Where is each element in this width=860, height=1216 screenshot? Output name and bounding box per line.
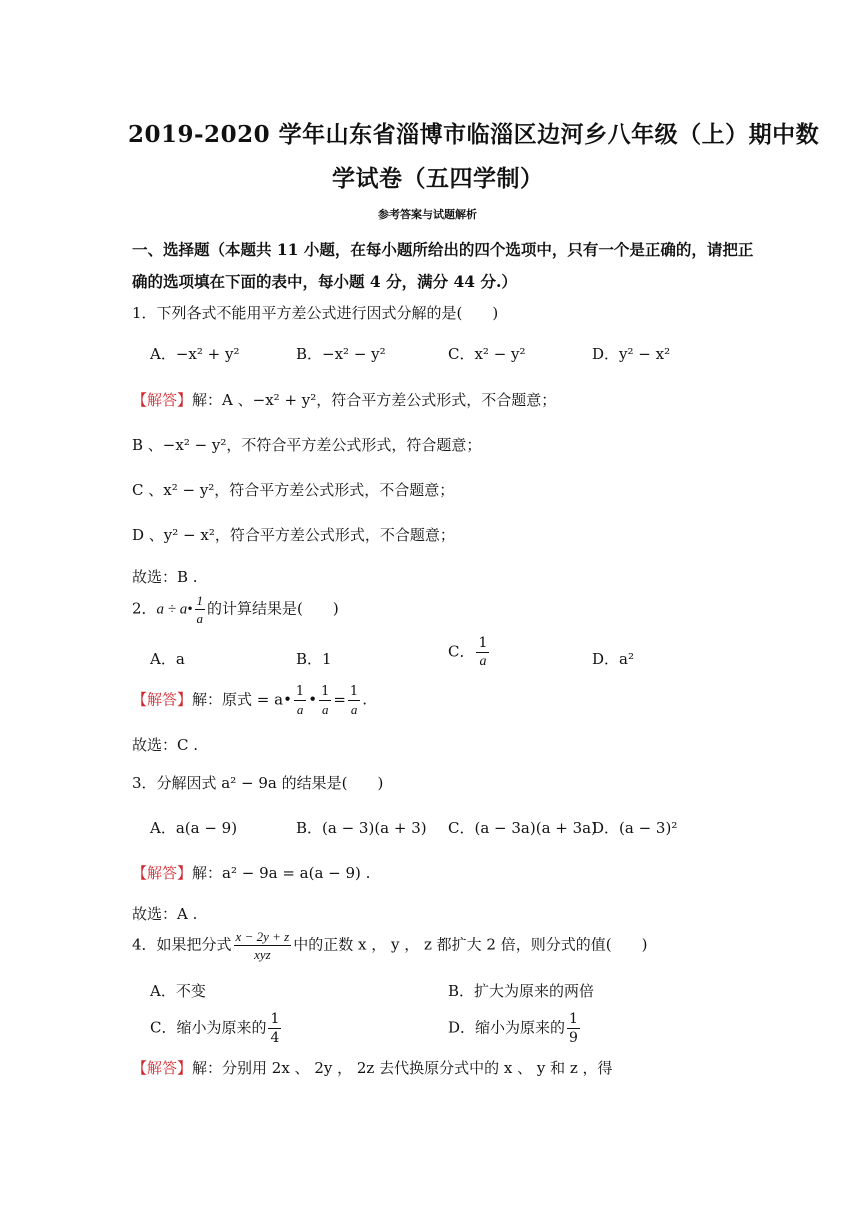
q4-frac-denominator: xyz [254, 947, 271, 962]
answer-tag: 【解答】 [132, 391, 193, 409]
q4-option-d-numerator: 1 [569, 1011, 578, 1027]
q2-sol-frac3-n: 1 [349, 684, 359, 699]
q3-option-a: A．a(a − 9) [150, 819, 238, 837]
q4-solution [132, 1057, 613, 1078]
q2-num: 2． [132, 599, 157, 618]
q1-solution-head [132, 389, 556, 410]
section-heading-line2: 确的选项填在下面的表中，每小题 4 分，满分 44 分.） [132, 272, 517, 291]
q2-solution [132, 685, 367, 716]
q4-solution-text: 解：分别用 2x 、 2y ， 2z 去代换原分式中的 x 、 y 和 z ，得 [192, 1059, 613, 1077]
q4-option-c-fraction [268, 1012, 281, 1045]
q1-line-c: C 、x² − y²，符合平方差公式形式，不合题意； [132, 481, 455, 499]
q2-fraction [195, 594, 206, 625]
q4-fraction [234, 930, 292, 961]
q1-option-c: C．x² − y² [448, 345, 526, 363]
q3-option-c: C．(a − 3a)(a + 3a) [448, 819, 597, 837]
q3-stem: 3．分解因式 a² − 9a 的结果是( ) [132, 774, 384, 792]
q4-option-c [150, 1012, 283, 1045]
doc-subtitle: 参考答案与试题解析 [378, 208, 477, 221]
q2-stem [132, 594, 339, 625]
q2-sol-frac1-n: 1 [295, 684, 305, 699]
q3-solution [132, 862, 370, 883]
q4-stem [132, 930, 647, 961]
q2-sol-frac1 [294, 685, 306, 716]
q2-sol-end: . [362, 690, 367, 709]
section-heading-line1: 一、选择题（本题共 11 小题，在每小题所给出的四个选项中，只有一个是正确的，请把正 [132, 240, 754, 259]
q2-expr: a ÷ a• [156, 601, 193, 618]
q2-sol-frac2-n: 1 [321, 684, 330, 699]
q3-solution-text: 解：a² − 9a = a(a − 9) . [192, 864, 371, 882]
q4-option-d-denominator: 9 [569, 1030, 578, 1046]
q1-stem: 1．下列各式不能用平方差公式进行因式分解的是( ) [132, 304, 499, 322]
q2-option-c-label: C． [448, 642, 475, 661]
q4-option-d [448, 1012, 582, 1045]
q2-solution-start: 解：原式 = a• [192, 690, 292, 709]
doc-title-line1: 2019-2020 学年山东省淄博市临淄区边河乡八年级（上）期中数 [128, 121, 820, 148]
q2-frac-numerator: 1 [196, 593, 204, 608]
q4-option-d-fraction [567, 1012, 580, 1045]
q3-choice: 故选：A . [132, 905, 198, 923]
q4-option-b: B．扩大为原来的两倍 [448, 982, 595, 1000]
q2-option-c-numerator: 1 [478, 635, 488, 651]
q2-sol-dot: • [308, 690, 318, 709]
q2-option-d: D．a² [592, 650, 634, 668]
q1-line-a: A 、−x² + y²，符合平方差公式形式，不合题意； [222, 391, 557, 409]
q4-frac-numerator: x − 2y + z [235, 929, 290, 944]
q2-option-c-fraction [476, 636, 489, 669]
q4-option-a: A．不变 [150, 982, 206, 1000]
q4-option-d-text: D．缩小为原来的 [448, 1018, 566, 1037]
q2-option-c-denominator: a [479, 654, 487, 669]
q2-sol-frac1-d: a [296, 702, 304, 717]
q4-option-c-text: C．缩小为原来的 [150, 1018, 267, 1037]
q2-frac-denominator: a [196, 611, 204, 626]
q1-option-a: A．−x² + y² [150, 345, 240, 363]
q1-choice: 故选：B . [132, 568, 198, 586]
q2-sol-frac3 [348, 685, 360, 716]
q4-option-c-numerator: 1 [270, 1011, 280, 1027]
q2-tail: 的计算结果是( ) [207, 599, 339, 618]
q2-option-b: B．1 [296, 650, 332, 668]
q2-sol-frac2 [319, 685, 331, 716]
doc-title-line2: 学试卷（五四学制） [332, 165, 544, 192]
q2-sol-frac3-d: a [350, 702, 358, 717]
answer-tag: 【解答】 [132, 864, 193, 882]
q1-line-b: B 、−x² − y²，不符合平方差公式形式，符合题意； [132, 436, 482, 454]
q4-option-c-denominator: 4 [270, 1030, 280, 1046]
q3-option-d: D．(a − 3)² [592, 819, 678, 837]
q1-option-b: B．−x² − y² [296, 345, 386, 363]
q1-jie: 解： [192, 391, 223, 409]
q2-sol-eq: = [333, 690, 346, 709]
q3-option-b: B．(a − 3)(a + 3) [296, 819, 427, 837]
answer-tag: 【解答】 [132, 1059, 193, 1077]
answer-tag: 【解答】 [132, 690, 193, 709]
q1-option-d: D．y² − x² [592, 345, 671, 363]
q2-sol-frac2-d: a [321, 702, 329, 717]
q4-stem-pre: 4．如果把分式 [132, 935, 232, 954]
q2-option-c [448, 636, 491, 669]
q2-option-a: A．a [150, 650, 185, 668]
q4-stem-post: 中的正数 x ， y ， z 都扩大 2 倍，则分式的值( ) [293, 935, 648, 954]
q2-choice: 故选：C . [132, 736, 199, 754]
q1-line-d: D 、y² − x²，符合平方差公式形式，不合题意； [132, 526, 455, 544]
